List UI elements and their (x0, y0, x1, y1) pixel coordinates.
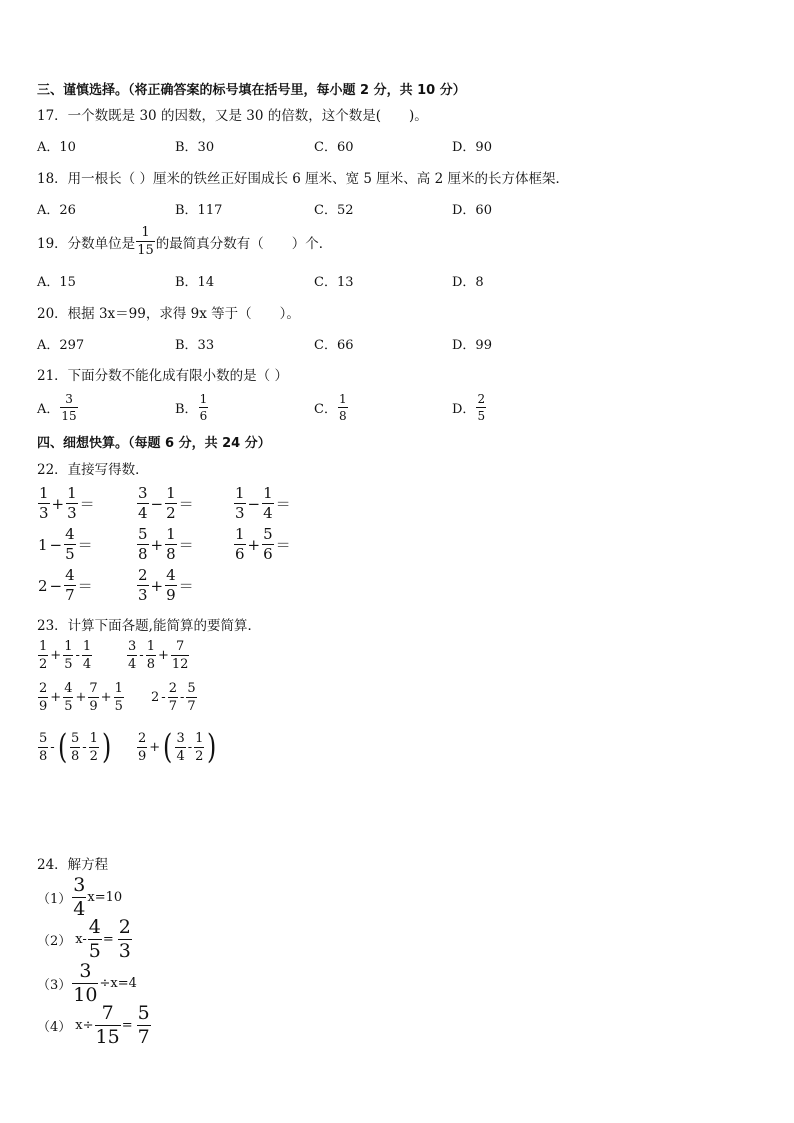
question-21: 21．下面分数不能化成有限小数的是（ ） (37, 368, 288, 384)
q20-option-c[interactable]: C．66 (314, 338, 354, 353)
q19-option-d[interactable]: D．8 (452, 275, 484, 290)
section4-heading: 四、细想快算。（每题 6 分，共 24 分） (37, 436, 271, 451)
q18-option-d[interactable]: D．60 (452, 203, 492, 218)
q24-equation-1: （1） 3 4 x=10 (37, 874, 123, 920)
q18-option-a[interactable]: A．26 (37, 203, 76, 218)
q22-expr-5: 5 8 + $\frac{1}{8}$ ＝ (138, 525, 194, 563)
q20-option-d[interactable]: D．99 (452, 338, 492, 353)
question-18: 18．用一根长（ ）厘米的铁丝正好围成长 6 厘米、宽 5 厘米、高 2 厘米的长方体框架． (37, 171, 569, 187)
q18-option-b[interactable]: B．117 (175, 203, 223, 218)
question-24-title: 24．解方程 (37, 857, 109, 873)
fraction: 1 15 (137, 225, 154, 258)
q21-option-d[interactable]: D． 2 5 (452, 392, 486, 423)
q23-expr-3: 2 9 + $\frac{4}{5}$ + $\frac{7}{9}$ + $\frac{1}{5}$ (39, 681, 123, 714)
q17-option-c[interactable]: C．60 (314, 140, 354, 155)
q23-expr-4: 2 - 2 7 - 5 7 (151, 681, 196, 714)
q21-option-a[interactable]: A． 3 15 (37, 392, 77, 423)
q19-option-c[interactable]: C．13 (314, 275, 354, 290)
q17-text: 17．一个数既是 30 的因数，又是 30 的倍数，这个数是( (37, 108, 381, 124)
q18-option-c[interactable]: C．52 (314, 203, 354, 218)
q23-expr-2: 3 4 - 1 8 + $\frac{7}{12}$ (128, 639, 189, 672)
q17-option-a[interactable]: A．10 (37, 140, 76, 155)
question-19: 19．分数单位是 1 15 的最简真分数有（ ）个． (37, 225, 333, 258)
question-23-title: 23．计算下面各题,能简算的要简算． (37, 618, 261, 634)
q23-expr-6: 2 9 + ( 3 4 - 1 2 ) (138, 727, 217, 767)
q24-equation-2: （2） x- $\frac{4}{5}$ = $\frac{2}{3}$ (37, 916, 131, 962)
q19-option-b[interactable]: B．14 (175, 275, 215, 290)
q22-expr-6: 1 6 + $\frac{5}{6}$ ＝ (235, 525, 291, 563)
fraction: 3 15 (61, 392, 77, 423)
question-22-title: 22．直接写得数． (37, 462, 149, 478)
q22-expr-3: 1 3 − $\frac{1}{4}$ ＝ (235, 484, 291, 522)
section3-heading: 三、谨慎选择。（将正确答案的标号填在括号里，每小题 2 分，共 10 分） (37, 83, 466, 98)
question-17: 17．一个数既是 30 的因数，又是 30 的倍数，这个数是( )。 (37, 108, 428, 124)
q21-option-c[interactable]: C． 1 8 (314, 392, 347, 423)
q23-expr-5: 5 8 - ( 5 8 - 1 2 ) (39, 727, 112, 767)
q23-expr-1: 1 2 + $\frac{1}{5}$ - 1 4 (39, 639, 92, 672)
q19-option-a[interactable]: A．15 (37, 275, 76, 290)
q22-expr-7: 2 − $\frac{4}{7}$ ＝ (38, 566, 93, 604)
q17-option-d[interactable]: D．90 (452, 140, 492, 155)
q21-option-b[interactable]: B． 1 6 (175, 392, 208, 423)
q22-expr-4: 1 − $\frac{4}{5}$ ＝ (38, 525, 93, 563)
q17-option-b[interactable]: B．30 (175, 140, 215, 155)
fraction: 2 5 (477, 392, 486, 423)
question-20: 20．根据 3x＝99，求得 9x 等于（ ）。 (37, 306, 300, 322)
q22-expr-2: 3 4 − $\frac{1}{2}$ ＝ (138, 484, 194, 522)
fraction: 1 6 (199, 392, 208, 423)
fraction: 1 8 (338, 392, 347, 423)
q20-option-a[interactable]: A．297 (37, 338, 85, 353)
q24-equation-4: （4） x÷ $\frac{7}{15}$ = $\frac{5}{7}$ (37, 1002, 150, 1048)
q22-expr-8: 2 3 + $\frac{4}{9}$ ＝ (138, 566, 194, 604)
q24-equation-3: （3） $\frac{3}{10}$ ÷x=4 (37, 960, 137, 1006)
q20-option-b[interactable]: B．33 (175, 338, 215, 353)
q22-expr-1: 1 3 + $\frac{1}{3}$ ＝ (39, 484, 95, 522)
